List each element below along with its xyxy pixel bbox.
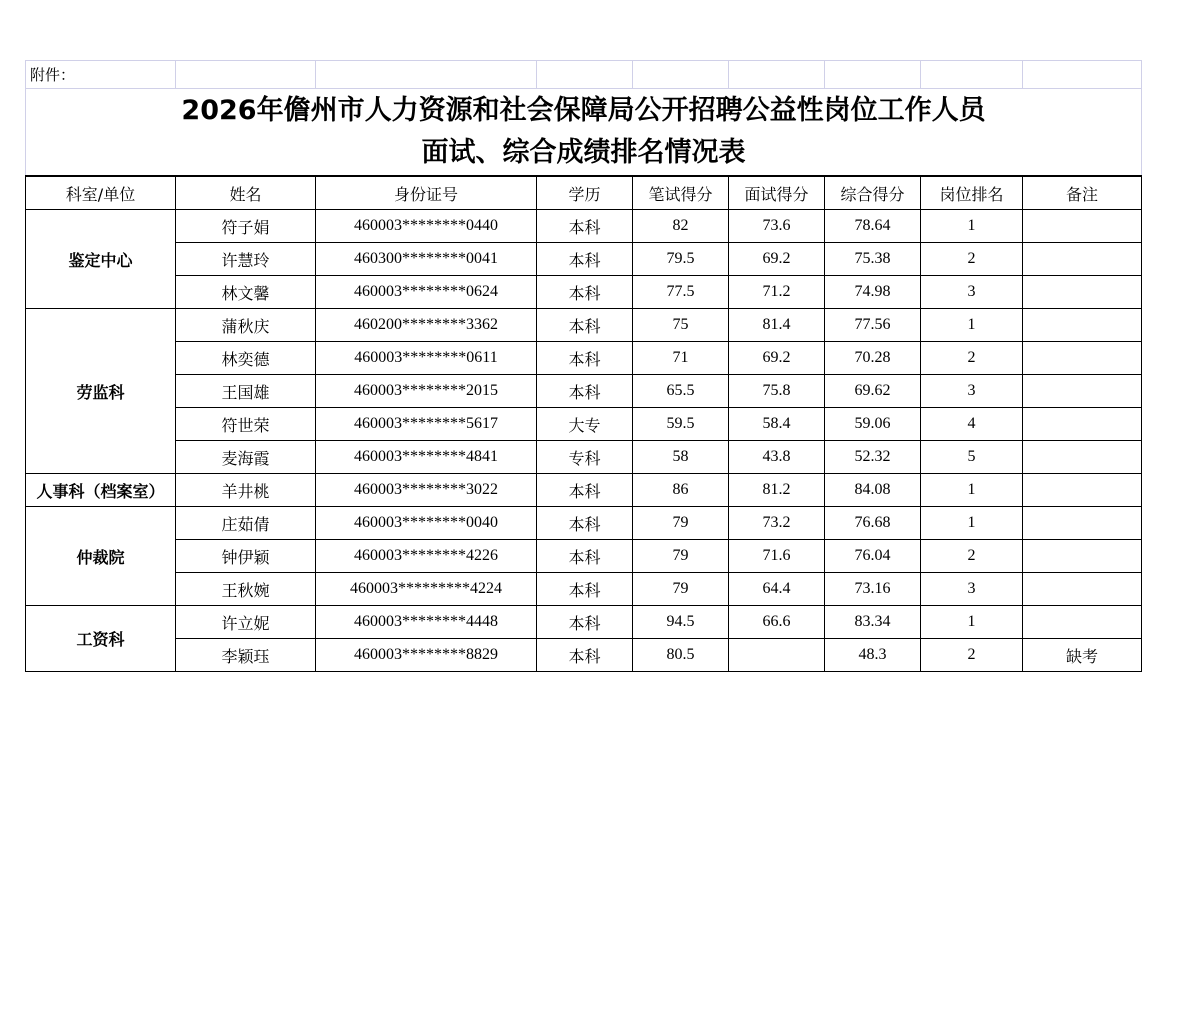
note-cell xyxy=(1023,573,1142,606)
name-cell: 林奕德 xyxy=(176,342,316,375)
total-score-cell: 52.32 xyxy=(825,441,921,474)
written-score-cell: 94.5 xyxy=(633,606,729,639)
interview-score-cell: 66.6 xyxy=(729,606,825,639)
header-written-score: 笔试得分 xyxy=(633,176,729,210)
written-score-cell: 65.5 xyxy=(633,375,729,408)
dept-cell: 劳监科 xyxy=(26,309,176,474)
table-row xyxy=(26,408,1142,441)
interview-score-cell: 43.8 xyxy=(729,441,825,474)
total-score-cell: 75.38 xyxy=(825,243,921,276)
header-total-score: 综合得分 xyxy=(825,176,921,210)
name-cell: 王国雄 xyxy=(176,375,316,408)
header-row xyxy=(26,176,1142,210)
education-cell: 本科 xyxy=(537,309,633,342)
written-score-cell: 59.5 xyxy=(633,408,729,441)
note-cell xyxy=(1023,210,1142,243)
table-row xyxy=(26,573,1142,606)
education-cell: 本科 xyxy=(537,243,633,276)
rank-cell: 2 xyxy=(921,639,1023,672)
name-cell: 钟伊颖 xyxy=(176,540,316,573)
dept-cell: 工资科 xyxy=(26,606,176,672)
rank-cell: 5 xyxy=(921,441,1023,474)
written-score-cell: 79.5 xyxy=(633,243,729,276)
name-cell: 符世荣 xyxy=(176,408,316,441)
total-score-cell: 74.98 xyxy=(825,276,921,309)
table-row xyxy=(26,474,1142,507)
table-row xyxy=(26,309,1142,342)
id-cell: 460003********4448 xyxy=(316,606,537,639)
empty-cell xyxy=(316,61,537,89)
total-score-cell: 59.06 xyxy=(825,408,921,441)
rank-cell: 1 xyxy=(921,507,1023,540)
name-cell: 蒲秋庆 xyxy=(176,309,316,342)
id-cell: 460003********0440 xyxy=(316,210,537,243)
written-score-cell: 71 xyxy=(633,342,729,375)
education-cell: 本科 xyxy=(537,507,633,540)
table-row xyxy=(26,375,1142,408)
education-cell: 本科 xyxy=(537,639,633,672)
document-title: 2026年儋州市人力资源和社会保障局公开招聘公益性岗位工作人员 xyxy=(181,95,986,126)
rank-cell: 1 xyxy=(921,309,1023,342)
total-score-cell: 70.28 xyxy=(825,342,921,375)
total-score-cell: 76.68 xyxy=(825,507,921,540)
name-cell: 庄茹倩 xyxy=(176,507,316,540)
written-score-cell: 79 xyxy=(633,507,729,540)
id-cell: 460003********4226 xyxy=(316,540,537,573)
table-row xyxy=(26,342,1142,375)
table-row xyxy=(26,441,1142,474)
note-cell xyxy=(1023,507,1142,540)
rank-cell: 1 xyxy=(921,210,1023,243)
empty-cell xyxy=(633,61,729,89)
written-score-cell: 80.5 xyxy=(633,639,729,672)
header-education: 学历 xyxy=(537,176,633,210)
table-row xyxy=(26,276,1142,309)
interview-score-cell xyxy=(729,639,825,672)
table-row xyxy=(26,540,1142,573)
header-name: 姓名 xyxy=(176,176,316,210)
rank-cell: 2 xyxy=(921,540,1023,573)
total-score-cell: 77.56 xyxy=(825,309,921,342)
note-cell xyxy=(1023,540,1142,573)
total-score-cell: 76.04 xyxy=(825,540,921,573)
interview-score-cell: 81.2 xyxy=(729,474,825,507)
interview-score-cell: 71.6 xyxy=(729,540,825,573)
note-cell xyxy=(1023,342,1142,375)
empty-cell xyxy=(176,61,316,89)
title-row xyxy=(26,89,1142,177)
name-cell: 许慧玲 xyxy=(176,243,316,276)
education-cell: 本科 xyxy=(537,210,633,243)
education-cell: 本科 xyxy=(537,276,633,309)
rank-cell: 3 xyxy=(921,276,1023,309)
written-score-cell: 58 xyxy=(633,441,729,474)
rank-cell: 1 xyxy=(921,606,1023,639)
empty-cell xyxy=(537,61,633,89)
rank-cell: 4 xyxy=(921,408,1023,441)
note-cell xyxy=(1023,474,1142,507)
note-cell xyxy=(1023,309,1142,342)
header-interview-score: 面试得分 xyxy=(729,176,825,210)
interview-score-cell: 58.4 xyxy=(729,408,825,441)
name-cell: 林文馨 xyxy=(176,276,316,309)
table-row xyxy=(26,606,1142,639)
empty-cell xyxy=(825,61,921,89)
name-cell: 李颖珏 xyxy=(176,639,316,672)
education-cell: 本科 xyxy=(537,342,633,375)
total-score-cell: 84.08 xyxy=(825,474,921,507)
document-subtitle: 面试、综合成绩排名情况表 xyxy=(421,137,746,168)
name-cell: 许立妮 xyxy=(176,606,316,639)
attachment-row xyxy=(26,61,1142,89)
note-cell xyxy=(1023,441,1142,474)
table-row xyxy=(26,210,1142,243)
dept-cell: 仲裁院 xyxy=(26,507,176,606)
rank-cell: 3 xyxy=(921,573,1023,606)
table-row xyxy=(26,243,1142,276)
id-cell: 460300********0041 xyxy=(316,243,537,276)
education-cell: 本科 xyxy=(537,540,633,573)
id-cell: 460003********0040 xyxy=(316,507,537,540)
title-cell xyxy=(26,89,1142,177)
interview-score-cell: 73.2 xyxy=(729,507,825,540)
note-cell xyxy=(1023,375,1142,408)
note-cell xyxy=(1023,276,1142,309)
interview-score-cell: 71.2 xyxy=(729,276,825,309)
written-score-cell: 79 xyxy=(633,540,729,573)
total-score-cell: 48.3 xyxy=(825,639,921,672)
total-score-cell: 69.62 xyxy=(825,375,921,408)
interview-score-cell: 69.2 xyxy=(729,243,825,276)
header-id: 身份证号 xyxy=(316,176,537,210)
id-cell: 460003********5617 xyxy=(316,408,537,441)
id-cell: 460200********3362 xyxy=(316,309,537,342)
id-cell: 460003********8829 xyxy=(316,639,537,672)
id-cell: 460003********0611 xyxy=(316,342,537,375)
name-cell: 王秋婉 xyxy=(176,573,316,606)
interview-score-cell: 81.4 xyxy=(729,309,825,342)
id-cell: 460003********0624 xyxy=(316,276,537,309)
education-cell: 专科 xyxy=(537,441,633,474)
written-score-cell: 77.5 xyxy=(633,276,729,309)
total-score-cell: 83.34 xyxy=(825,606,921,639)
rank-cell: 2 xyxy=(921,243,1023,276)
attachment-label: 附件： xyxy=(26,61,176,89)
header-rank: 岗位排名 xyxy=(921,176,1023,210)
rank-cell: 1 xyxy=(921,474,1023,507)
written-score-cell: 82 xyxy=(633,210,729,243)
education-cell: 本科 xyxy=(537,375,633,408)
dept-cell: 人事科（档案室） xyxy=(26,474,176,507)
interview-score-cell: 73.6 xyxy=(729,210,825,243)
education-cell: 本科 xyxy=(537,573,633,606)
empty-cell xyxy=(729,61,825,89)
table-body xyxy=(26,210,1142,672)
score-table xyxy=(25,60,1142,672)
written-score-cell: 86 xyxy=(633,474,729,507)
table-row xyxy=(26,639,1142,672)
total-score-cell: 73.16 xyxy=(825,573,921,606)
note-cell xyxy=(1023,606,1142,639)
table-row xyxy=(26,507,1142,540)
education-cell: 本科 xyxy=(537,606,633,639)
note-cell: 缺考 xyxy=(1023,639,1142,672)
interview-score-cell: 64.4 xyxy=(729,573,825,606)
written-score-cell: 79 xyxy=(633,573,729,606)
written-score-cell: 75 xyxy=(633,309,729,342)
rank-cell: 3 xyxy=(921,375,1023,408)
name-cell: 羊井桃 xyxy=(176,474,316,507)
name-cell: 麦海霞 xyxy=(176,441,316,474)
total-score-cell: 78.64 xyxy=(825,210,921,243)
empty-cell xyxy=(921,61,1023,89)
dept-cell: 鉴定中心 xyxy=(26,210,176,309)
rank-cell: 2 xyxy=(921,342,1023,375)
empty-cell xyxy=(1023,61,1142,89)
header-dept: 科室/单位 xyxy=(26,176,176,210)
education-cell: 本科 xyxy=(537,474,633,507)
name-cell: 符子娟 xyxy=(176,210,316,243)
id-cell: 460003********2015 xyxy=(316,375,537,408)
interview-score-cell: 69.2 xyxy=(729,342,825,375)
note-cell xyxy=(1023,408,1142,441)
note-cell xyxy=(1023,243,1142,276)
id-cell: 460003********3022 xyxy=(316,474,537,507)
id-cell: 460003********4841 xyxy=(316,441,537,474)
education-cell: 大专 xyxy=(537,408,633,441)
id-cell: 460003*********4224 xyxy=(316,573,537,606)
interview-score-cell: 75.8 xyxy=(729,375,825,408)
header-note: 备注 xyxy=(1023,176,1142,210)
